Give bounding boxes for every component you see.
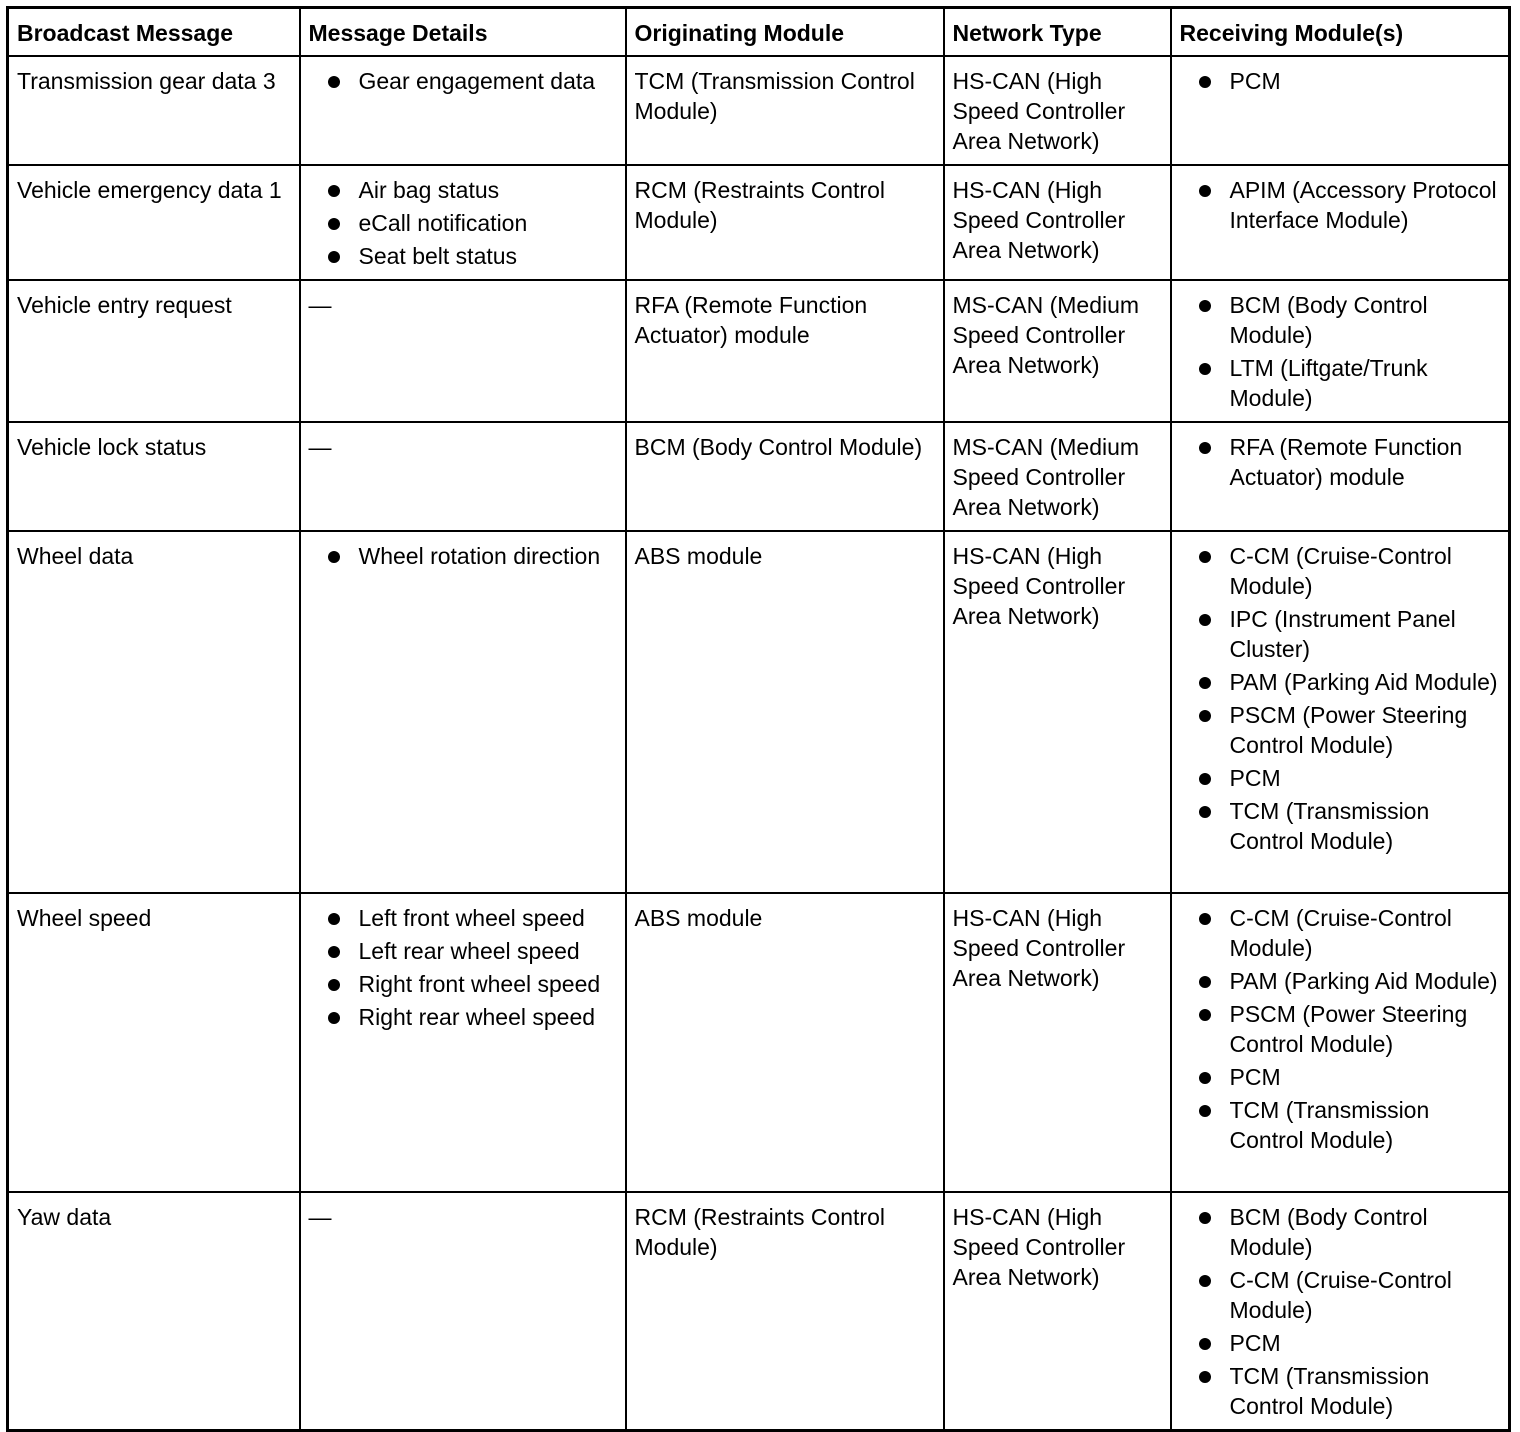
list-item: LTM (Liftgate/Trunk Module): [1180, 353, 1501, 413]
list-item: APIM (Accessory Protocol Interface Module): [1180, 175, 1501, 235]
table-row: [8, 280, 1510, 422]
receivers-list: [1180, 66, 1501, 96]
list-item: BCM (Body Control Module): [1180, 290, 1501, 350]
cell-network-type: HS-CAN (High Speed Controller Area Network): [944, 56, 1171, 165]
details-list: [309, 175, 617, 271]
empty-dash: —: [308, 434, 332, 460]
list-item: Right rear wheel speed: [309, 1002, 617, 1032]
broadcast-message-table: [6, 6, 1511, 1432]
cell-message-details: [300, 531, 626, 893]
details-list: [309, 66, 617, 96]
list-item: IPC (Instrument Panel Cluster): [1180, 604, 1501, 664]
list-item: Wheel rotation direction: [309, 541, 617, 571]
cell-network-type: HS-CAN (High Speed Controller Area Network): [944, 531, 1171, 893]
cell-message-details: [300, 1192, 626, 1431]
cell-message-details: [300, 280, 626, 422]
list-item: Seat belt status: [309, 241, 617, 271]
cell-originating-module: RCM (Restraints Control Module): [626, 1192, 944, 1431]
cell-message-details: [300, 165, 626, 280]
list-item: PAM (Parking Aid Module): [1180, 966, 1501, 996]
header-row: [8, 8, 1510, 57]
cell-message-details: [300, 893, 626, 1192]
table-header: [8, 8, 1510, 57]
empty-dash: —: [308, 292, 332, 318]
cell-network-type: MS-CAN (Medium Speed Controller Area Network): [944, 422, 1171, 531]
header-message-details: Message Details: [300, 8, 626, 57]
cell-message-details: [300, 422, 626, 531]
receivers-list: [1180, 541, 1501, 856]
table-row: [8, 531, 1510, 893]
cell-broadcast-message: Vehicle entry request: [8, 280, 300, 422]
cell-broadcast-message: Wheel speed: [8, 893, 300, 1192]
list-item: BCM (Body Control Module): [1180, 1202, 1501, 1262]
list-item: PSCM (Power Steering Control Module): [1180, 999, 1501, 1059]
cell-receiving-modules: [1171, 56, 1510, 165]
header-broadcast-message: Broadcast Message: [8, 8, 300, 57]
empty-dash: —: [308, 1204, 332, 1230]
cell-originating-module: RCM (Restraints Control Module): [626, 165, 944, 280]
cell-receiving-modules: [1171, 422, 1510, 531]
cell-broadcast-message: Yaw data: [8, 1192, 300, 1431]
cell-originating-module: TCM (Transmission Control Module): [626, 56, 944, 165]
table-row: [8, 893, 1510, 1192]
list-item: TCM (Transmission Control Module): [1180, 1361, 1501, 1421]
cell-broadcast-message: Vehicle lock status: [8, 422, 300, 531]
receivers-list: [1180, 432, 1501, 492]
cell-receiving-modules: [1171, 531, 1510, 893]
cell-originating-module: RFA (Remote Function Actuator) module: [626, 280, 944, 422]
cell-originating-module: ABS module: [626, 531, 944, 893]
cell-receiving-modules: [1171, 165, 1510, 280]
receivers-list: [1180, 903, 1501, 1155]
table-body: [8, 56, 1510, 1431]
table-row: [8, 1192, 1510, 1431]
list-item: Right front wheel speed: [309, 969, 617, 999]
table-row: [8, 165, 1510, 280]
cell-network-type: MS-CAN (Medium Speed Controller Area Network): [944, 280, 1171, 422]
list-item: Air bag status: [309, 175, 617, 205]
table-row: [8, 56, 1510, 165]
list-item: eCall notification: [309, 208, 617, 238]
list-item: PAM (Parking Aid Module): [1180, 667, 1501, 697]
list-item: C-CM (Cruise-Control Module): [1180, 541, 1501, 601]
list-item: C-CM (Cruise-Control Module): [1180, 903, 1501, 963]
list-item: Left front wheel speed: [309, 903, 617, 933]
cell-receiving-modules: [1171, 280, 1510, 422]
table-row: [8, 422, 1510, 531]
cell-originating-module: BCM (Body Control Module): [626, 422, 944, 531]
list-item: C-CM (Cruise-Control Module): [1180, 1265, 1501, 1325]
cell-receiving-modules: [1171, 893, 1510, 1192]
list-item: PCM: [1180, 1062, 1501, 1092]
cell-originating-module: ABS module: [626, 893, 944, 1192]
list-item: TCM (Transmission Control Module): [1180, 1095, 1501, 1155]
header-receiving-modules: Receiving Module(s): [1171, 8, 1510, 57]
cell-network-type: HS-CAN (High Speed Controller Area Network): [944, 1192, 1171, 1431]
cell-receiving-modules: [1171, 1192, 1510, 1431]
header-network-type: Network Type: [944, 8, 1171, 57]
details-list: [309, 903, 617, 1032]
receivers-list: [1180, 290, 1501, 413]
receivers-list: [1180, 175, 1501, 235]
cell-broadcast-message: Wheel data: [8, 531, 300, 893]
list-item: PCM: [1180, 66, 1501, 96]
cell-broadcast-message: Transmission gear data 3: [8, 56, 300, 165]
list-item: TCM (Transmission Control Module): [1180, 796, 1501, 856]
details-list: [309, 541, 617, 571]
list-item: Gear engagement data: [309, 66, 617, 96]
list-item: PCM: [1180, 1328, 1501, 1358]
receivers-list: [1180, 1202, 1501, 1421]
cell-message-details: [300, 56, 626, 165]
header-originating-module: Originating Module: [626, 8, 944, 57]
list-item: RFA (Remote Function Actuator) module: [1180, 432, 1501, 492]
cell-broadcast-message: Vehicle emergency data 1: [8, 165, 300, 280]
list-item: Left rear wheel speed: [309, 936, 617, 966]
list-item: PCM: [1180, 763, 1501, 793]
cell-network-type: HS-CAN (High Speed Controller Area Network): [944, 893, 1171, 1192]
cell-network-type: HS-CAN (High Speed Controller Area Network): [944, 165, 1171, 280]
list-item: PSCM (Power Steering Control Module): [1180, 700, 1501, 760]
